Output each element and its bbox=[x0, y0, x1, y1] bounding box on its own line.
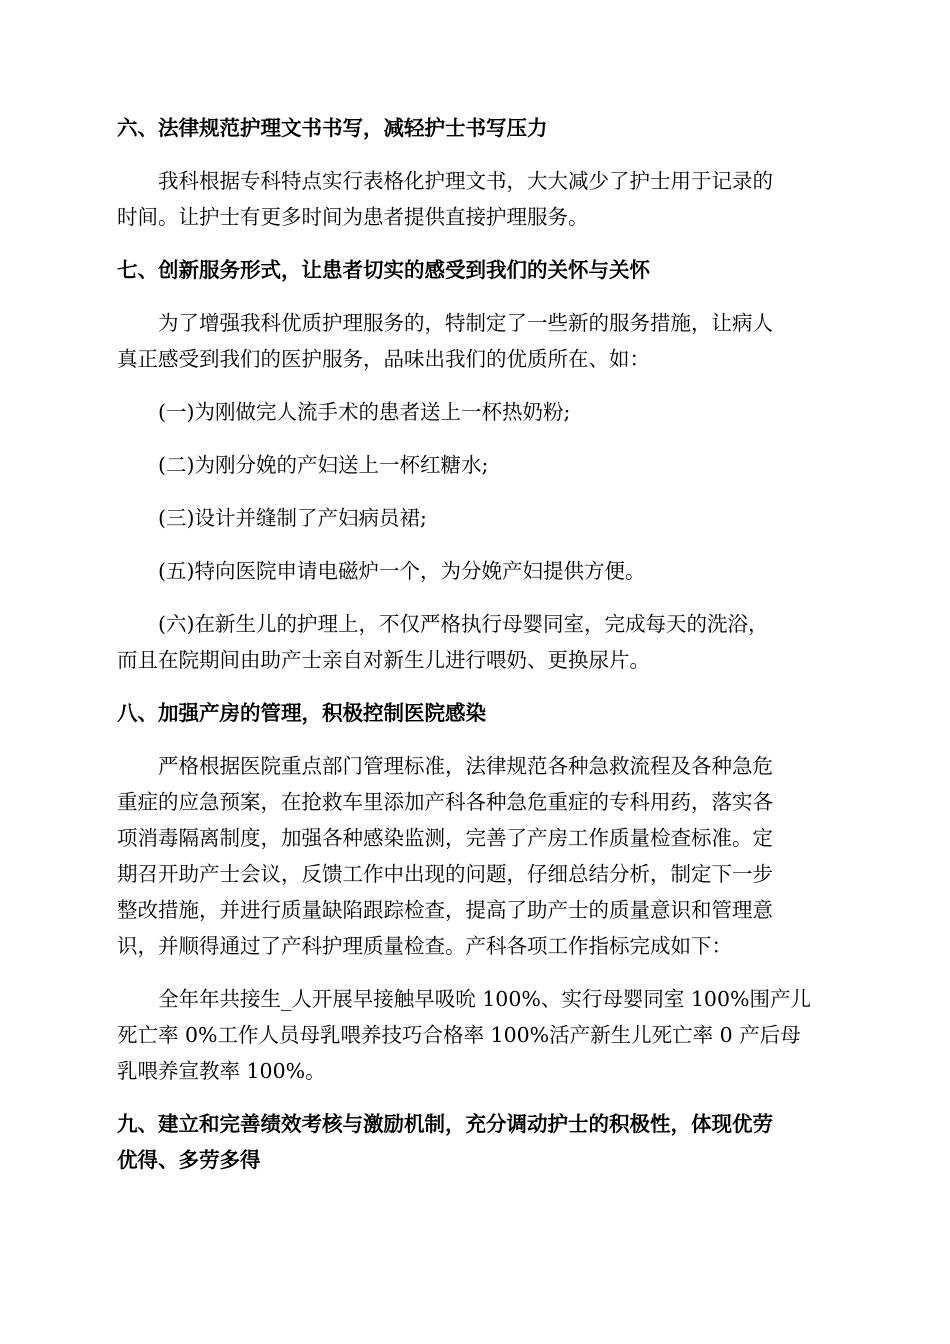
section-8-indicators-paragraph bbox=[117, 981, 835, 1089]
list-item bbox=[117, 553, 835, 589]
paragraph-line: 全年年共接生_人开展早接触早吸吮 100%、实行母婴同室 100%围产儿 bbox=[158, 987, 811, 1011]
section-7-paragraph bbox=[117, 305, 835, 377]
section-6-paragraph bbox=[117, 163, 835, 235]
paragraph-line: 我科根据专科特点实行表格化护理文书，大大减少了护士用于记录的 bbox=[158, 169, 773, 193]
heading-line: 优得、多劳多得 bbox=[117, 1148, 261, 1172]
list-item bbox=[117, 606, 835, 678]
heading-line: 九、建立和完善绩效考核与激励机制，充分调动护士的积极性，体现优劳 bbox=[117, 1112, 773, 1136]
section-7-heading: 七、创新服务形式，让患者切实的感受到我们的关怀与关怀 bbox=[117, 258, 650, 282]
list-item-text: (三)设计并缝制了产妇病员裙; bbox=[158, 506, 427, 530]
list-item-text: 而且在院期间由助产士亲自对新生儿进行喂奶、更换尿片。 bbox=[117, 648, 650, 672]
paragraph-line: 时间。让护士有更多时间为患者提供直接护理服务。 bbox=[117, 205, 589, 229]
paragraph-line: 识，并顺得通过了产科护理质量检查。产科各项工作指标完成如下： bbox=[117, 934, 732, 958]
paragraph-line: 项消毒隔离制度，加强各种感染监测，完善了产房工作质量检查标准。定 bbox=[117, 826, 773, 850]
document-page bbox=[117, 110, 835, 1178]
paragraph-line: 整改措施，并进行质量缺陷跟踪检查，提高了助产士的质量意识和管理意 bbox=[117, 898, 773, 922]
list-item-text: (五)特向医院申请电磁炉一个，为分娩产妇提供方便。 bbox=[158, 559, 646, 583]
list-item bbox=[117, 500, 835, 536]
section-6-heading: 六、法律规范护理文书书写，减轻护士书写压力 bbox=[117, 116, 548, 140]
list-item-text: (一)为刚做完人流手术的患者送上一杯热奶粉; bbox=[158, 400, 571, 424]
paragraph-line: 死亡率 0%工作人员母乳喂养技巧合格率 100%活产新生儿死亡率 0 产后母 bbox=[117, 1023, 801, 1047]
list-item bbox=[117, 447, 835, 483]
paragraph-line: 重症的应急预案，在抢救车里添加产科各种急危重症的专科用药，落实各 bbox=[117, 790, 773, 814]
paragraph-line: 真正感受到我们的医护服务，品味出我们的优质所在、如： bbox=[117, 347, 650, 371]
section-9-heading bbox=[117, 1106, 835, 1178]
section-8-paragraph bbox=[117, 748, 835, 964]
list-item bbox=[117, 394, 835, 430]
list-item-text: (二)为刚分娩的产妇送上一杯红糖水; bbox=[158, 453, 489, 477]
section-8-heading: 八、加强产房的管理，积极控制医院感染 bbox=[117, 701, 486, 725]
paragraph-line: 严格根据医院重点部门管理标准，法律规范各种急救流程及各种急危 bbox=[158, 754, 773, 778]
paragraph-line: 乳喂养宣教率 100%。 bbox=[117, 1059, 326, 1083]
paragraph-line: 为了增强我科优质护理服务的，特制定了一些新的服务措施，让病人 bbox=[158, 311, 773, 335]
list-item-text: (六)在新生儿的护理上，不仅严格执行母婴同室，完成每天的洗浴， bbox=[158, 612, 769, 636]
paragraph-line: 期召开助产士会议，反馈工作中出现的问题，仔细总结分析，制定下一步 bbox=[117, 862, 773, 886]
